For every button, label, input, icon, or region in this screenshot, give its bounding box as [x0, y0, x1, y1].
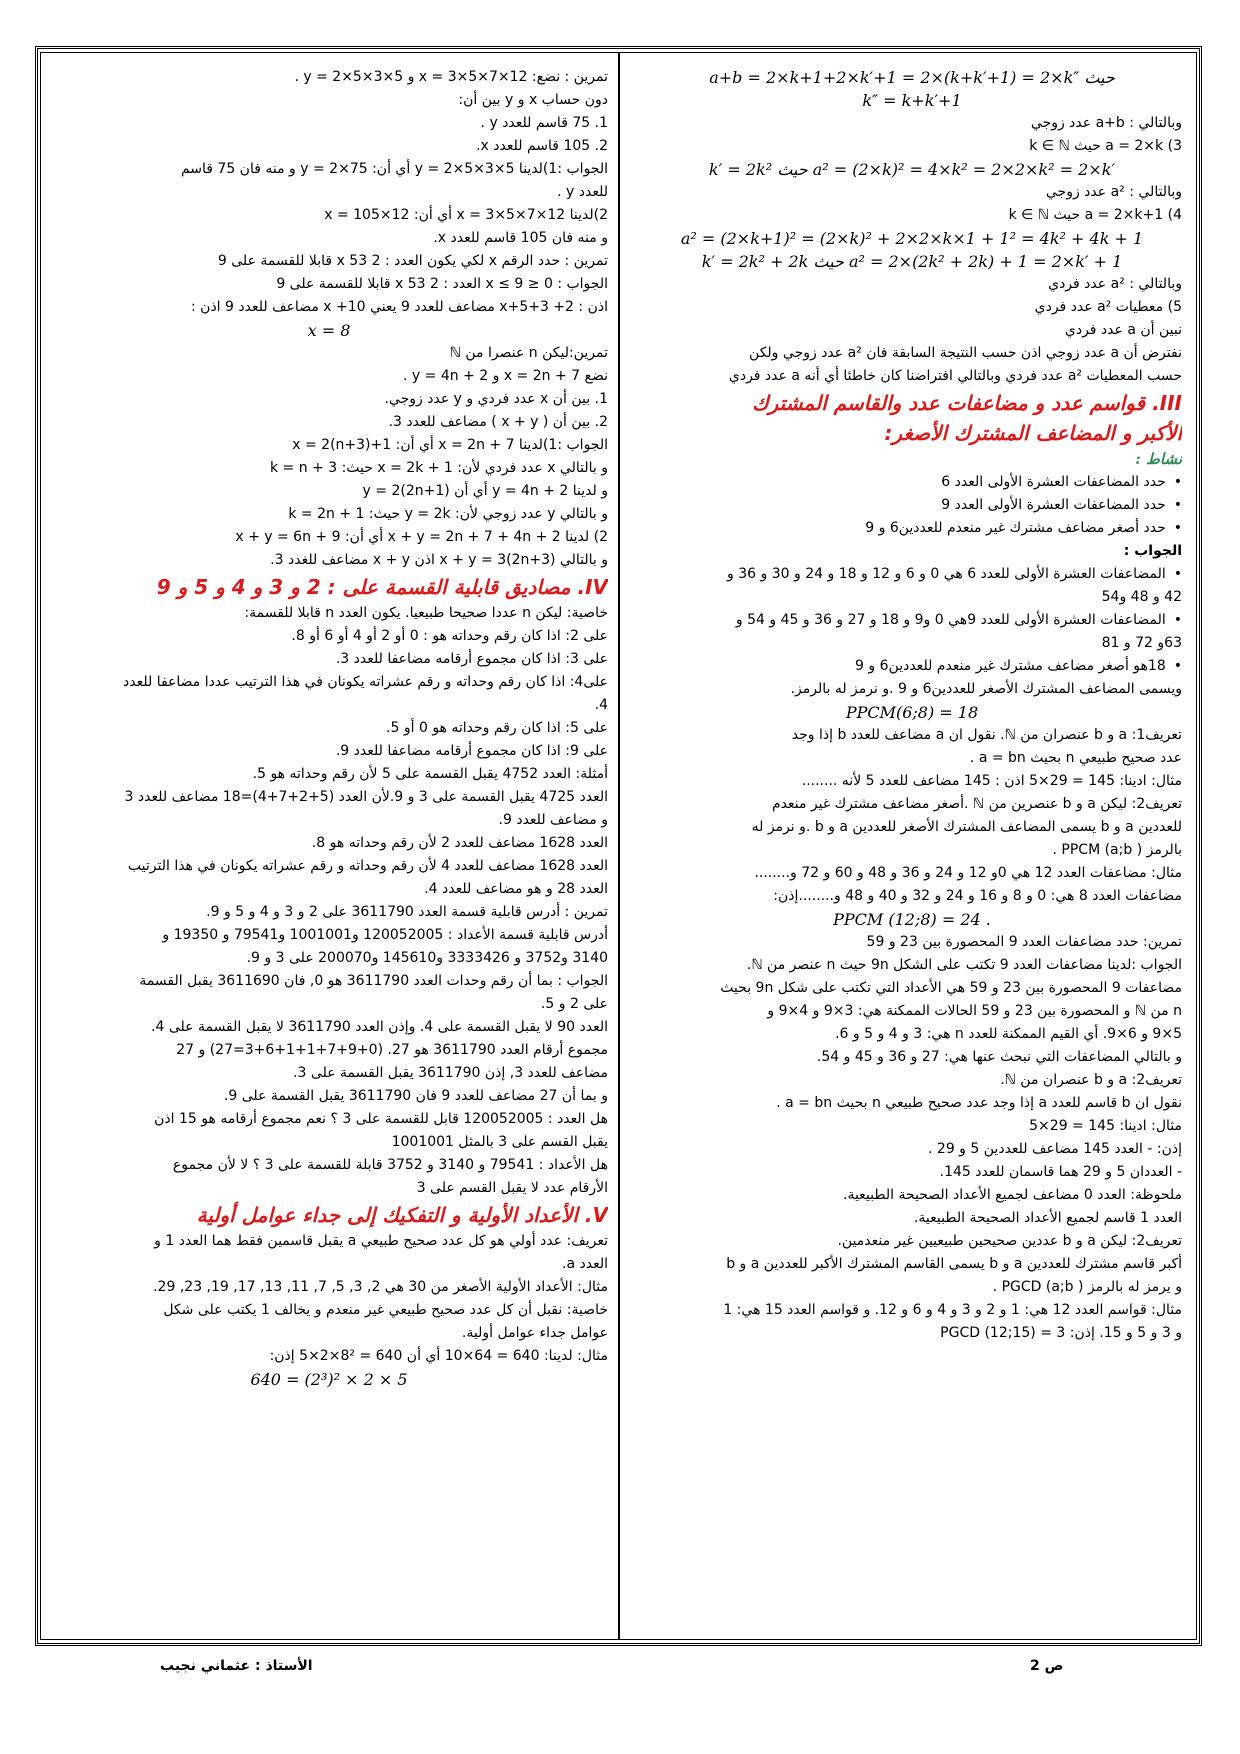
text-line: خاصية: ليكن n عددا صحيحا طبيعيا. يكون العدد n قابلا للقسمة:: [244, 605, 608, 621]
text-line: على 3: اذا كان مجموع أرقامه مضاعفا للعدد 3.: [335, 651, 608, 667]
text-line: هل العدد : 120052005 قابل للقسمة على 3 ؟ نعم مجموع أرقامه هو 15 اذن: [154, 1111, 608, 1127]
column-divider: [618, 52, 620, 1640]
text-line: • المضاعفات العشرة الأولى للعدد 6 هي 0 و 6 و 12 و 18 و 24 و 30 و 36 و: [642, 563, 1182, 586]
text-line: أكبر قاسم مشترك للعددين a و b يسمى القاسم المشترك الأكبر للعددين a و b: [726, 1256, 1182, 1272]
author-line: الأستاذ : عثماني نجيب: [160, 1658, 313, 1674]
text-line: تعريف2: ليكن a و b عنصرين من ℕ .أصغر مضاعف مشترك غير منعدم: [771, 796, 1182, 812]
text-line: العدد a.: [562, 1256, 608, 1272]
text-line: نضع x = 2n + 7 و y = 4n + 2 .: [403, 368, 608, 384]
text-line: 4.: [594, 697, 608, 713]
text-line: مثال: الأعداد الأولية الأصغر من 30 هي 2, 3, 5, 7, 11, 13, 17, 19, 23, 29.: [153, 1279, 608, 1295]
text-line: للعدد y .: [557, 184, 608, 200]
section-heading: III. قواسم عدد و مضاعفات عدد والقاسم المشترك: [752, 391, 1182, 415]
text-line: اذن : 2+ x+5+3 مضاعف للعدد 9 يعني x +10 مضاعف للعدد 9 اذن :: [191, 299, 608, 315]
formula-line: a² = (2×k+1)² = (2×k)² + 2×2×k×1 + 1² = 4k² + 4k + 1: [680, 229, 1144, 248]
text-line: • المضاعفات العشرة الأولى للعدد 9هي 0 و9 و 18 و 27 و 36 و 45 و 54 و: [642, 609, 1182, 632]
left-column: [50, 66, 608, 1391]
text-line: الأرقام عدد لا يقبل القسم على 3: [416, 1180, 608, 1196]
text-line: حسب المعطيات a² عدد فردي وبالتالي افتراضنا كان خاطئا أي أنه a عدد فردي: [728, 368, 1182, 384]
text-line: تمرين : حدد الرقم x لكي يكون العدد : 2 x 53 قابلا للقسمة على 9: [217, 253, 608, 269]
text-line: 2. بين أن ( x + y ) مضاعف للعدد 3.: [388, 414, 608, 430]
text-line: الجواب : 0 ≤ x ≤ 9 العدد : 2 x 53 قابلا للقسمة على 9: [276, 276, 608, 292]
text-line: و لدينا y = 4n + 2 أي أن y = 2(2n+1): [362, 483, 608, 499]
text-line: و يرمز له بالرمز ( PGCD (a;b .: [992, 1279, 1182, 1295]
text-line: العدد 1 قاسم لجميع الأعداد الصحيحة الطبيعية.: [913, 1210, 1182, 1226]
text-line: العدد 4725 يقبل القسمة على 3 و 9.لأن العدد (5+2+7+4)=18 مضاعف للعدد 3: [124, 789, 608, 805]
text-line: و مضاعف للعدد 9.: [498, 812, 608, 828]
text-line: نقول ان b قاسم للعدد a إذا وجد عدد صحيح طبيعي n بحيث a = bn .: [776, 1095, 1182, 1111]
text-line: 63و 72 و 81: [1101, 635, 1182, 651]
formula-line: a+b = 2×k+1+2×k′+1 = 2×(k+k′+1) = 2×k″ حيث: [709, 68, 1115, 87]
formula-line: k′ = 2k² + 2k حيث a² = 2×(2k² + 2k) + 1 = 2×k′ + 1: [701, 252, 1123, 271]
text-line: و بالتالي x + y = 3(2n+3) اذن x + y مضاعف للغدد 3.: [270, 552, 608, 568]
text-line: على 2: اذا كان رقم وحداته هو : 0 أو 2 أو 4 أو 6 أو 8.: [291, 628, 608, 644]
text-line: عدد صحيح طبيعي n بحيث a = bn .: [969, 750, 1182, 766]
text-line: على4: اذا كان رقم وحداته و رقم عشراته يكونان في هذا الترتيب عددا مضاعفا للعدد: [123, 674, 608, 690]
text-line: يقبل القسم على 3 بالمثل 1001001: [391, 1134, 608, 1150]
formula-line: k″ = k+k′+1: [862, 91, 962, 110]
right-column: [642, 66, 1182, 1345]
text-line: هل الأعداد : 79541 و 3140 و 3752 قابلة للقسمة على 3 ؟ لا لأن مجموع: [172, 1157, 608, 1173]
text-line: 42 و 48 و54: [1101, 589, 1182, 605]
text-line: و بالتالي المضاعفات التي نبحث عنها هي: 27 و 36 و 45 و 54.: [816, 1049, 1182, 1065]
text-line: ويسمى المضاعف المشترك الأصغر للعددين6 و 9 .و نرمز له بالرمز.: [790, 681, 1182, 697]
text-line: 5) معطيات a² عدد فردي: [1034, 299, 1182, 315]
text-line: عوامل جداء عوامل أولية.: [461, 1325, 608, 1341]
section-heading: الأكبر و المضاعف المشترك الأصغر:: [884, 421, 1182, 445]
formula-line: 640 = (2³)² × 2 × 5: [250, 1370, 408, 1389]
text-line: - العددان 5 و 29 هما قاسمان للعدد 145.: [939, 1164, 1182, 1180]
text-line: للعددين a و b يسمى المضاعف المشترك الأصغر للعددين a و b .و نرمز له: [751, 819, 1182, 835]
text-line: 3140 و3752 و 3333426 و145610 و200070 على 3 و 9.: [246, 950, 608, 966]
section-heading: V. الأعداد الأولية و التفكيك إلى جداء عوامل أولية: [196, 1203, 608, 1227]
text-line: مضاعفات العدد 8 هي: 0 و 8 و 16 و 24 و 32 و 40 و 48 و........إذن:: [773, 888, 1182, 904]
text-line: n من ℕ و المحصورة بين 23 و 59 الحالات الممكنة هي: 3×9 و 4×9 و: [767, 1003, 1182, 1019]
text-line: تمرين:ليكن n عنصرا من ℕ: [449, 345, 608, 361]
text-line: أمثلة: العدد 4752 يقبل القسمة على 5 لأن رقم وحداته هو 5.: [252, 766, 608, 782]
text-line: مجموع أرقام العدد 3611790 هو 27. (0+9+7+1+1+6+3=27) و 27: [176, 1042, 608, 1058]
text-line: مضاعفات 9 المحصورة بين 23 و 59 هي الأعداد التي تكتب على شكل 9n بحيث: [720, 980, 1182, 996]
text-line: الجواب :1)لدينا y = 2×5×3×5 أي أن: y = 2×75 و منه فان 75 قاسم: [180, 161, 608, 177]
text-line: 1. بين أن x عدد فردي و y عدد زوجي.: [384, 391, 608, 407]
text-line: أدرس قابلية قسمة الأعداد : 120052005 و1001001 و79541 و 19350 و: [162, 927, 608, 943]
text-line: مثال: مضاعفات العدد 12 هي 0و 12 و 24 و 36 و 48 و 60 و 72 و........: [754, 865, 1182, 881]
text-line: تمرين: حدد مضاعفات العدد 9 المحصورة بين 23 و 59: [866, 934, 1182, 950]
text-line: 3) a = 2×k حيث k ∈ ℕ: [1029, 138, 1182, 154]
text-line: على 2 و 5.: [540, 996, 608, 1012]
text-line: 4) a = 2×k+1 حيث k ∈ ℕ: [1008, 207, 1182, 223]
text-line: مضاعف للعدد 3, إذن 3611790 يقبل القسمة على 3.: [293, 1065, 608, 1081]
text-line: العدد 90 لا يقبل القسمة على 4. وإذن العدد 3611790 لا يقبل القسمة على 4.: [151, 1019, 608, 1035]
text-line: تعريف2: ليكن a و b عددين صحيحين طبيعيين غير منعدمين.: [837, 1233, 1182, 1249]
formula-line: PPCM (12;8) = 24 .: [833, 910, 991, 929]
text-line: • حدد المضاعفات العشرة الأولى العدد 9: [642, 494, 1182, 517]
text-line: وبالتالي : a² عدد فردي: [1048, 276, 1182, 292]
text-line: نشاط :: [1135, 450, 1182, 468]
text-line: نفترض أن a عدد زوجي اذن حسب النتيجة السابقة فان a² عدد زوجي ولكن: [749, 345, 1182, 361]
text-line: الجواب :1)لدينا x = 2n + 7 أي أن: x = 2(n+3)+1: [292, 437, 608, 453]
text-line: ملحوظة: العدد 0 مضاعف لجميع الأعداد الصحيحة الطبيعية.: [843, 1187, 1182, 1203]
text-line: وبالتالي : a² عدد زوجي: [1045, 184, 1182, 200]
text-line: • حدد أصغر مضاعف مشترك غير منعدم للعددين6 و 9: [642, 517, 1182, 540]
text-line: العدد 1628 مضاعف للعدد 4 لأن رقم وحداته و رقم عشراته يكونان في هذا الترتيب: [127, 858, 608, 874]
text-line: خاصية: نقبل أن كل عدد صحيح طبيعي غير منعدم و يخالف 1 يكتب على شكل: [163, 1302, 608, 1318]
text-line: مثال: لدينا: 640 = 64×10 أي أن 640 = 8²×2×5 إذن:: [269, 1348, 608, 1364]
text-line: العدد 1628 مضاعف للعدد 2 لأن رقم وحداته هو 8.: [311, 835, 608, 851]
text-line: و 3 و 5 و 15. إذن: PGCD (12;15) = 3: [940, 1325, 1182, 1341]
text-line: على 9: اذا كان مجموع أرقامه مضاعفا للعدد 9.: [335, 743, 608, 759]
text-line: بالرمز ( PPCM (a;b .: [1052, 842, 1182, 858]
text-line: الجواب :لدينا مضاعفات العدد 9 تكتب على الشكل 9n حيث n عنصر من ℕ.: [746, 957, 1182, 973]
text-line: 2. 105 قاسم للعدد x.: [476, 138, 608, 154]
section-heading: IV. مصاديق قابلية القسمة على : 2 و 3 و 4 و 5 و 9: [156, 575, 608, 599]
text-line: تمرين : نضع: x = 3×5×7×12 و y = 2×5×3×5 .: [294, 69, 608, 85]
text-line: العدد 28 و هو مضاعف للعدد 4.: [424, 881, 608, 897]
text-line: على 5: اذا كان رقم وحداته هو 0 أو 5.: [386, 720, 608, 736]
text-line: و بالتالي x عدد فردي لأن: x = 2k + 1 حيث: k = n + 3: [269, 460, 608, 476]
text-line: وبالتالي : a+b عدد زوجي: [1030, 115, 1182, 131]
text-line: • 18هو أصغر مضاعف مشترك غير منعدم للعددين6 و 9: [642, 655, 1182, 678]
text-line: دون حساب x و y بين أن:: [458, 92, 608, 108]
page-number: ص 2: [1030, 1658, 1064, 1674]
text-line: تعريف1: a و b عنصران من ℕ. نقول ان a مضاعف للعدد b إذا وجد: [791, 727, 1182, 743]
text-line: مثال: ادينا: 145 = 29×5: [1029, 1118, 1182, 1134]
text-line: 2)لدينا x = 3×5×7×12 أي أن: x = 105×12: [324, 207, 608, 223]
text-line: • حدد المضاعفات العشرة الأولى العدد 6: [642, 471, 1182, 494]
text-line: تعريف: عدد أولي هو كل عدد صحيح طبيعي a يقبل قاسمين فقط هما العدد 1 و: [154, 1233, 608, 1249]
formula-line: PPCM(6;8) = 18: [845, 703, 979, 722]
text-line: تمرين : أدرس قابلية قسمة العدد 3611790 على 2 و 3 و 4 و 5 و 9.: [206, 904, 608, 920]
text-line: و منه فان 105 قاسم للعدد x.: [433, 230, 608, 246]
text-line: 2) لدينا x + y = 2n + 7 + 4n + 2 أي أن: x + y = 6n + 9: [235, 529, 608, 545]
formula-line: k′ = 2k² حيث a² = (2×k)² = 4×k² = 2×2×k² = 2×k′: [708, 160, 1116, 179]
text-line: إذن: - العدد 145 مضاعف للعددين 5 و 29 .: [928, 1141, 1182, 1157]
text-line: و بالتالي y عدد زوجي لأن: y = 2k حيث: k = 2n + 1: [288, 506, 608, 522]
text-line: الجواب :: [1123, 543, 1182, 559]
text-line: مثال: ادينا: 145 = 29×5 اذن : 145 مضاعف للعدد 5 لأنه ........: [801, 773, 1182, 789]
text-line: مثال: قواسم العدد 12 هي: 1 و 2 و 3 و 4 و 6 و 12. و قواسم العدد 15 هي: 1: [723, 1302, 1182, 1318]
text-line: 5×9 و 6×9. أي القيم الممكنة للعدد n هي: 3 و 4 و 5 و 6.: [835, 1026, 1182, 1042]
formula-line: x = 8: [307, 321, 351, 340]
text-line: نبين أن a عدد فردي: [1064, 322, 1182, 338]
text-line: تعريف2: a و b عنصران من ℕ.: [1000, 1072, 1182, 1088]
text-line: 1. 75 قاسم للعدد y .: [480, 115, 608, 131]
text-line: الجواب : بما أن رقم وحدات العدد 3611790 هو 0, فان 3611690 يقبل القسمة: [139, 973, 608, 989]
text-line: و بما أن 27 مضاعف للعدد 9 فان 3611790 يقبل القسمة على 9.: [223, 1088, 608, 1104]
